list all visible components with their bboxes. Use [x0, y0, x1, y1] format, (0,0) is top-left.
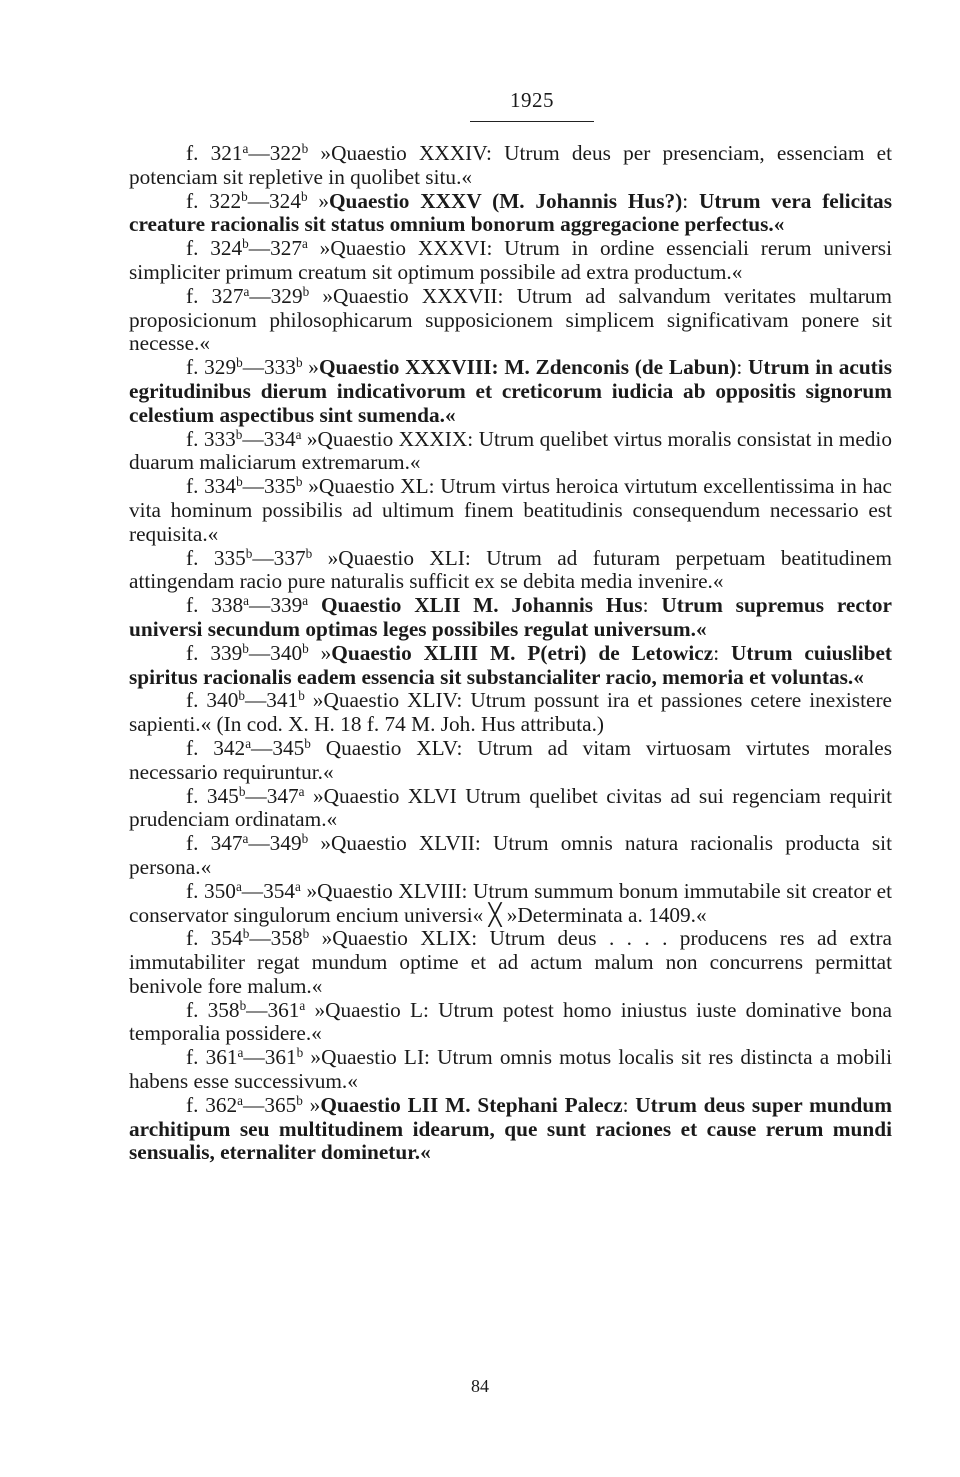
- note: (In cod. X. H. 18 f. 74 M. Joh. Hus attributa.): [211, 712, 604, 737]
- quaestio-number: Quaestio XXXVI: [330, 236, 487, 261]
- folio-end: —335: [242, 474, 296, 499]
- separator: :: [474, 831, 493, 856]
- folio-end-side: a: [302, 592, 309, 608]
- quaestio-entry: [129, 142, 892, 190]
- separator: :: [456, 688, 471, 713]
- folio-start: f. 362: [186, 1092, 238, 1117]
- folio-start-side: b: [238, 783, 246, 799]
- folio-end: —361: [246, 997, 300, 1022]
- folio-start-side: b: [235, 426, 243, 442]
- open-quote: »: [305, 997, 326, 1022]
- quaestio-entry: [129, 475, 892, 546]
- close-quote: «: [200, 712, 212, 737]
- note: ╳ »Determinata a. 1409.«: [483, 902, 707, 927]
- quaestio-number: Quaestio XLV: [325, 735, 457, 760]
- open-quote: »: [304, 688, 324, 713]
- quaestio-entry: [129, 832, 892, 880]
- folio-start: f. 321: [186, 141, 243, 165]
- open-quote: »: [307, 188, 329, 213]
- quaestio-number: Quaestio XLIV: [323, 688, 457, 713]
- close-quote: «: [773, 212, 785, 237]
- separator: [457, 784, 465, 808]
- folio-start-side: b: [236, 473, 243, 489]
- folio-end-side: a: [295, 878, 301, 894]
- quaestio-number: Quaestio XLVI: [323, 783, 457, 808]
- folio-end-side: b: [295, 473, 303, 489]
- folio-start-side: b: [236, 354, 243, 370]
- separator: :: [642, 593, 662, 618]
- quaestio-number: Quaestio LI: [321, 1045, 425, 1070]
- quaestio-title: Utrum in acutis egritudinibus dierum indicativorum et creticorum iudicia ab oppositis signorum celestium aspectibus sint sumenda.: [129, 355, 892, 427]
- quaestio-entry: [129, 880, 892, 928]
- folio-start: f. 345: [186, 783, 239, 808]
- folio-start: f. 342: [186, 735, 246, 760]
- folio-start: f. 334: [186, 474, 237, 499]
- open-quote: »: [302, 355, 319, 380]
- folio-end-side: b: [296, 1092, 303, 1108]
- folio-end: —361: [243, 1045, 297, 1070]
- close-quote: «: [200, 854, 212, 879]
- folio-start: f. 358: [186, 997, 240, 1022]
- quaestio-title: Utrum virtus heroica virtutum excellentissima in hac vita hominum possibilis ad ultimum finem beatitudinis consequendum necessario est requisita.: [129, 474, 893, 546]
- quaestio-number: Quaestio XLI: [338, 545, 465, 570]
- quaestio-title: Utrum supremus rector universi secundum optimas leges possibiles regulat universum.: [129, 593, 892, 641]
- quaestio-entry: [129, 642, 892, 690]
- close-quote: «: [311, 973, 323, 998]
- quaestio-title: Utrum deus per presenciam, essenciam et potenciam sit repletive in quolibet situ.: [129, 141, 892, 189]
- folio-start: f. 327: [186, 283, 244, 308]
- folio-end: —337: [252, 545, 306, 570]
- quaestio-title: Utrum ad futuram perpetuam beatitudinem attingendam racio pure naturalis sufficit ex se debita media invenire.: [129, 545, 893, 594]
- folio-start-side: a: [245, 735, 252, 751]
- quaestio-number: Quaestio XL: [318, 474, 429, 499]
- folio-end-side: b: [298, 688, 305, 704]
- quaestio-title: Utrum possunt ira et passiones cetere inexistere sapienti.: [129, 688, 893, 737]
- folio-start: f. 322: [186, 188, 242, 213]
- folio-end: —347: [245, 783, 299, 808]
- quaestio-title: Utrum ad vitam virtuosam virtutes morales necessario requiruntur.: [129, 735, 893, 784]
- close-quote: «: [444, 402, 456, 427]
- quaestio-number: Quaestio XLVII: [331, 831, 475, 856]
- folio-start-side: b: [242, 235, 249, 251]
- separator: :: [428, 474, 441, 499]
- close-quote: «: [461, 164, 473, 189]
- quaestio-entry: [129, 1094, 892, 1165]
- separator: :: [467, 426, 479, 451]
- folio-start-side: b: [238, 688, 245, 704]
- folio-start-side: a: [237, 1092, 244, 1108]
- quaestio-entry: [129, 285, 892, 356]
- folio-end: —358: [249, 926, 303, 951]
- folio-start: f. 335: [186, 545, 246, 570]
- quaestio-title: Utrum deus super mundum architipum seu multitudinem idearum, que sunt raciones et cause rerum mundi sensualis, eternaliter dominetur.: [129, 1092, 892, 1165]
- folio-start-side: a: [237, 1045, 244, 1061]
- separator: :: [736, 355, 748, 380]
- folio-end-side: b: [301, 830, 309, 846]
- folio-end-side: b: [302, 283, 310, 299]
- open-quote: »: [300, 878, 318, 903]
- folio-end: —327: [248, 236, 303, 261]
- open-quote: [311, 736, 326, 760]
- quaestio-author: (M. Johannis Hus?): [481, 188, 683, 213]
- quaestio-title: Utrum deus . . . . producens res ad extra immutabiliter regat mundum optime et ad actum malum non concurrens permittat benivole fore malum.: [129, 926, 893, 998]
- folio-start-side: a: [235, 878, 242, 894]
- folio-end-side: b: [300, 188, 308, 204]
- open-quote: »: [302, 1092, 321, 1117]
- quaestio-number: Quaestio XXXIX: [317, 426, 468, 451]
- close-quote: «: [420, 1140, 431, 1165]
- quaestio-title: Utrum quelibet civitas ad sui regenciam requirit prudenciam ordinatam.: [129, 783, 893, 832]
- close-quote: «: [712, 569, 724, 594]
- quaestio-author: M. P(etri) de Letowicz: [478, 640, 714, 665]
- close-quote: «: [199, 331, 211, 356]
- folio-start: f. 339: [186, 640, 243, 665]
- open-quote: »: [307, 236, 331, 261]
- open-quote: »: [309, 926, 333, 951]
- quaestio-number: Quaestio XLVIII: [317, 878, 462, 903]
- quaestio-entry: [129, 594, 892, 642]
- close-quote: «: [322, 759, 334, 784]
- quaestio-author: : M. Zdenconis (de Labun): [491, 355, 737, 380]
- quaestio-title: Utrum omnis motus localis sit res distincta a mobili habens esse successivum.: [129, 1045, 892, 1094]
- quaestio-entry: [129, 547, 892, 595]
- quaestio-title: Utrum quelibet virtus moralis consistat in medio duarum maliciarum extremarum.: [129, 426, 892, 475]
- folio-end-side: a: [299, 997, 306, 1013]
- folio-start: f. 329: [186, 355, 237, 380]
- quaestio-entry: [129, 356, 892, 427]
- folio-start-side: b: [242, 926, 250, 942]
- quaestio-number: Quaestio XXXVII: [332, 283, 498, 308]
- open-quote: »: [309, 283, 333, 308]
- quaestio-entry: [129, 190, 892, 238]
- close-quote: «: [207, 521, 219, 546]
- close-quote: «: [853, 664, 864, 689]
- quaestio-entry: [129, 237, 892, 285]
- quaestio-number: Quaestio XLIX: [332, 926, 472, 951]
- open-quote: [308, 593, 321, 617]
- open-quote: »: [301, 426, 318, 451]
- folio-end-side: b: [301, 140, 309, 156]
- quaestio-entry: [129, 737, 892, 785]
- close-quote: «: [311, 1021, 322, 1046]
- quaestio-number: Quaestio L: [325, 997, 424, 1022]
- folio-end-side: a: [298, 783, 305, 799]
- separator: :: [497, 283, 517, 308]
- running-head-year: 1925: [510, 88, 554, 112]
- quaestio-author: M. Johannis Hus: [460, 593, 643, 618]
- folio-start-side: b: [242, 640, 249, 656]
- quaestio-title: Utrum summum bonum immutabile sit creator et conservator singulorum encium universi: [129, 878, 892, 927]
- folio-start: f. 347: [186, 831, 243, 856]
- separator: :: [486, 141, 505, 165]
- folio-end: —334: [242, 426, 296, 451]
- close-quote: «: [409, 450, 421, 475]
- folio-end-side: b: [302, 926, 310, 942]
- quaestio-title: Utrum potest homo iniustus iuste dominative bona temporalia possidere.: [129, 997, 892, 1046]
- separator: :: [713, 640, 732, 665]
- page-number: 84: [471, 1376, 489, 1396]
- close-quote: «: [731, 259, 743, 284]
- folio-start: f. 350: [186, 878, 236, 903]
- quaestio-entry: [129, 428, 892, 476]
- quaestio-title: Utrum in ordine essenciali rerum universi simpliciter primum creatum sit optimum possibile ad extra productum.: [129, 236, 892, 284]
- separator: :: [423, 997, 439, 1022]
- folio-end: —341: [244, 688, 299, 713]
- separator: :: [486, 236, 505, 261]
- quaestio-number: Quaestio XXXIV: [331, 141, 486, 165]
- folio-start: f. 324: [186, 236, 243, 261]
- folio-end: —322: [248, 141, 302, 165]
- folio-end-side: b: [302, 640, 309, 656]
- folio-start: f. 354: [186, 926, 243, 951]
- folio-start: f. 361: [186, 1045, 238, 1070]
- quaestio-entry: [129, 689, 892, 737]
- separator: :: [456, 735, 478, 760]
- open-quote: »: [304, 783, 324, 808]
- header-rule: [470, 121, 594, 122]
- folio-start: f. 333: [186, 426, 236, 451]
- separator: :: [622, 1092, 636, 1117]
- quaestio-title: Utrum ad salvandum veritates multarum proposicionum philosophicarum supposicionem simplicem significativam ponere sit necesse.: [129, 283, 893, 356]
- open-quote: »: [303, 1045, 322, 1070]
- folio-end-side: b: [305, 545, 313, 561]
- folio-end: —354: [241, 878, 296, 903]
- folio-start-side: b: [245, 545, 253, 561]
- quaestio-title: Utrum omnis natura racionalis producta sit persona.: [129, 831, 893, 879]
- open-quote: »: [308, 640, 332, 665]
- folio-end: —345: [251, 735, 305, 760]
- quaestio-entry: [129, 999, 892, 1047]
- quaestio-author: M. Stephani Palecz: [438, 1092, 623, 1117]
- folio-end: —329: [249, 283, 303, 308]
- folio-start: f. 338: [186, 593, 244, 618]
- close-quote: «: [347, 1069, 358, 1094]
- close-quote: «: [696, 616, 707, 641]
- quaestio-number: Quaestio LII: [320, 1092, 439, 1117]
- open-quote: »: [308, 141, 332, 165]
- folio-start-side: a: [242, 830, 249, 846]
- folio-start-side: a: [243, 283, 250, 299]
- folio-end-side: b: [296, 1045, 304, 1061]
- open-quote: »: [312, 545, 339, 570]
- open-quote: »: [308, 831, 332, 856]
- separator: :: [424, 1045, 438, 1070]
- folio-end: —365: [243, 1092, 297, 1117]
- separator: :: [461, 878, 473, 903]
- folio-end: —333: [242, 355, 296, 380]
- quaestio-number: Quaestio XXXV: [328, 188, 482, 213]
- close-quote: «: [326, 807, 338, 832]
- quaestio-number: Quaestio XLIII: [331, 640, 479, 665]
- quaestio-number: Quaestio XLII: [320, 593, 461, 618]
- folio-end: —339: [249, 593, 303, 618]
- folio-end: —340: [248, 640, 303, 665]
- close-quote: «: [472, 902, 484, 927]
- quaestio-list: [129, 142, 892, 1165]
- folio-end-side: b: [304, 735, 311, 751]
- separator: :: [471, 926, 490, 951]
- quaestio-title: Utrum cuiuslibet spiritus racionalis eadem essencia sit substancialiter racio, memoria et voluntas.: [129, 640, 893, 689]
- folio-start-side: b: [241, 188, 248, 204]
- open-quote: »: [302, 474, 319, 499]
- quaestio-entry: [129, 785, 892, 833]
- folio-end-side: a: [295, 426, 302, 442]
- folio-start-side: b: [239, 997, 247, 1013]
- folio-end-side: a: [302, 235, 308, 251]
- folio-start-side: a: [243, 592, 250, 608]
- quaestio-number: Quaestio XXXVIII: [318, 355, 492, 380]
- folio-end: —324: [247, 188, 301, 213]
- quaestio-title: Utrum vera felicitas creature racionalis sit status omnium bonorum aggregacione perfectus.: [129, 188, 892, 237]
- separator: :: [682, 188, 699, 213]
- quaestio-entry: [129, 927, 892, 998]
- folio-end-side: b: [295, 354, 303, 370]
- quaestio-entry: [129, 1046, 892, 1094]
- folio-end: —349: [248, 831, 302, 856]
- folio-start-side: a: [242, 140, 249, 156]
- folio-start: f. 340: [186, 688, 239, 713]
- separator: :: [464, 545, 487, 570]
